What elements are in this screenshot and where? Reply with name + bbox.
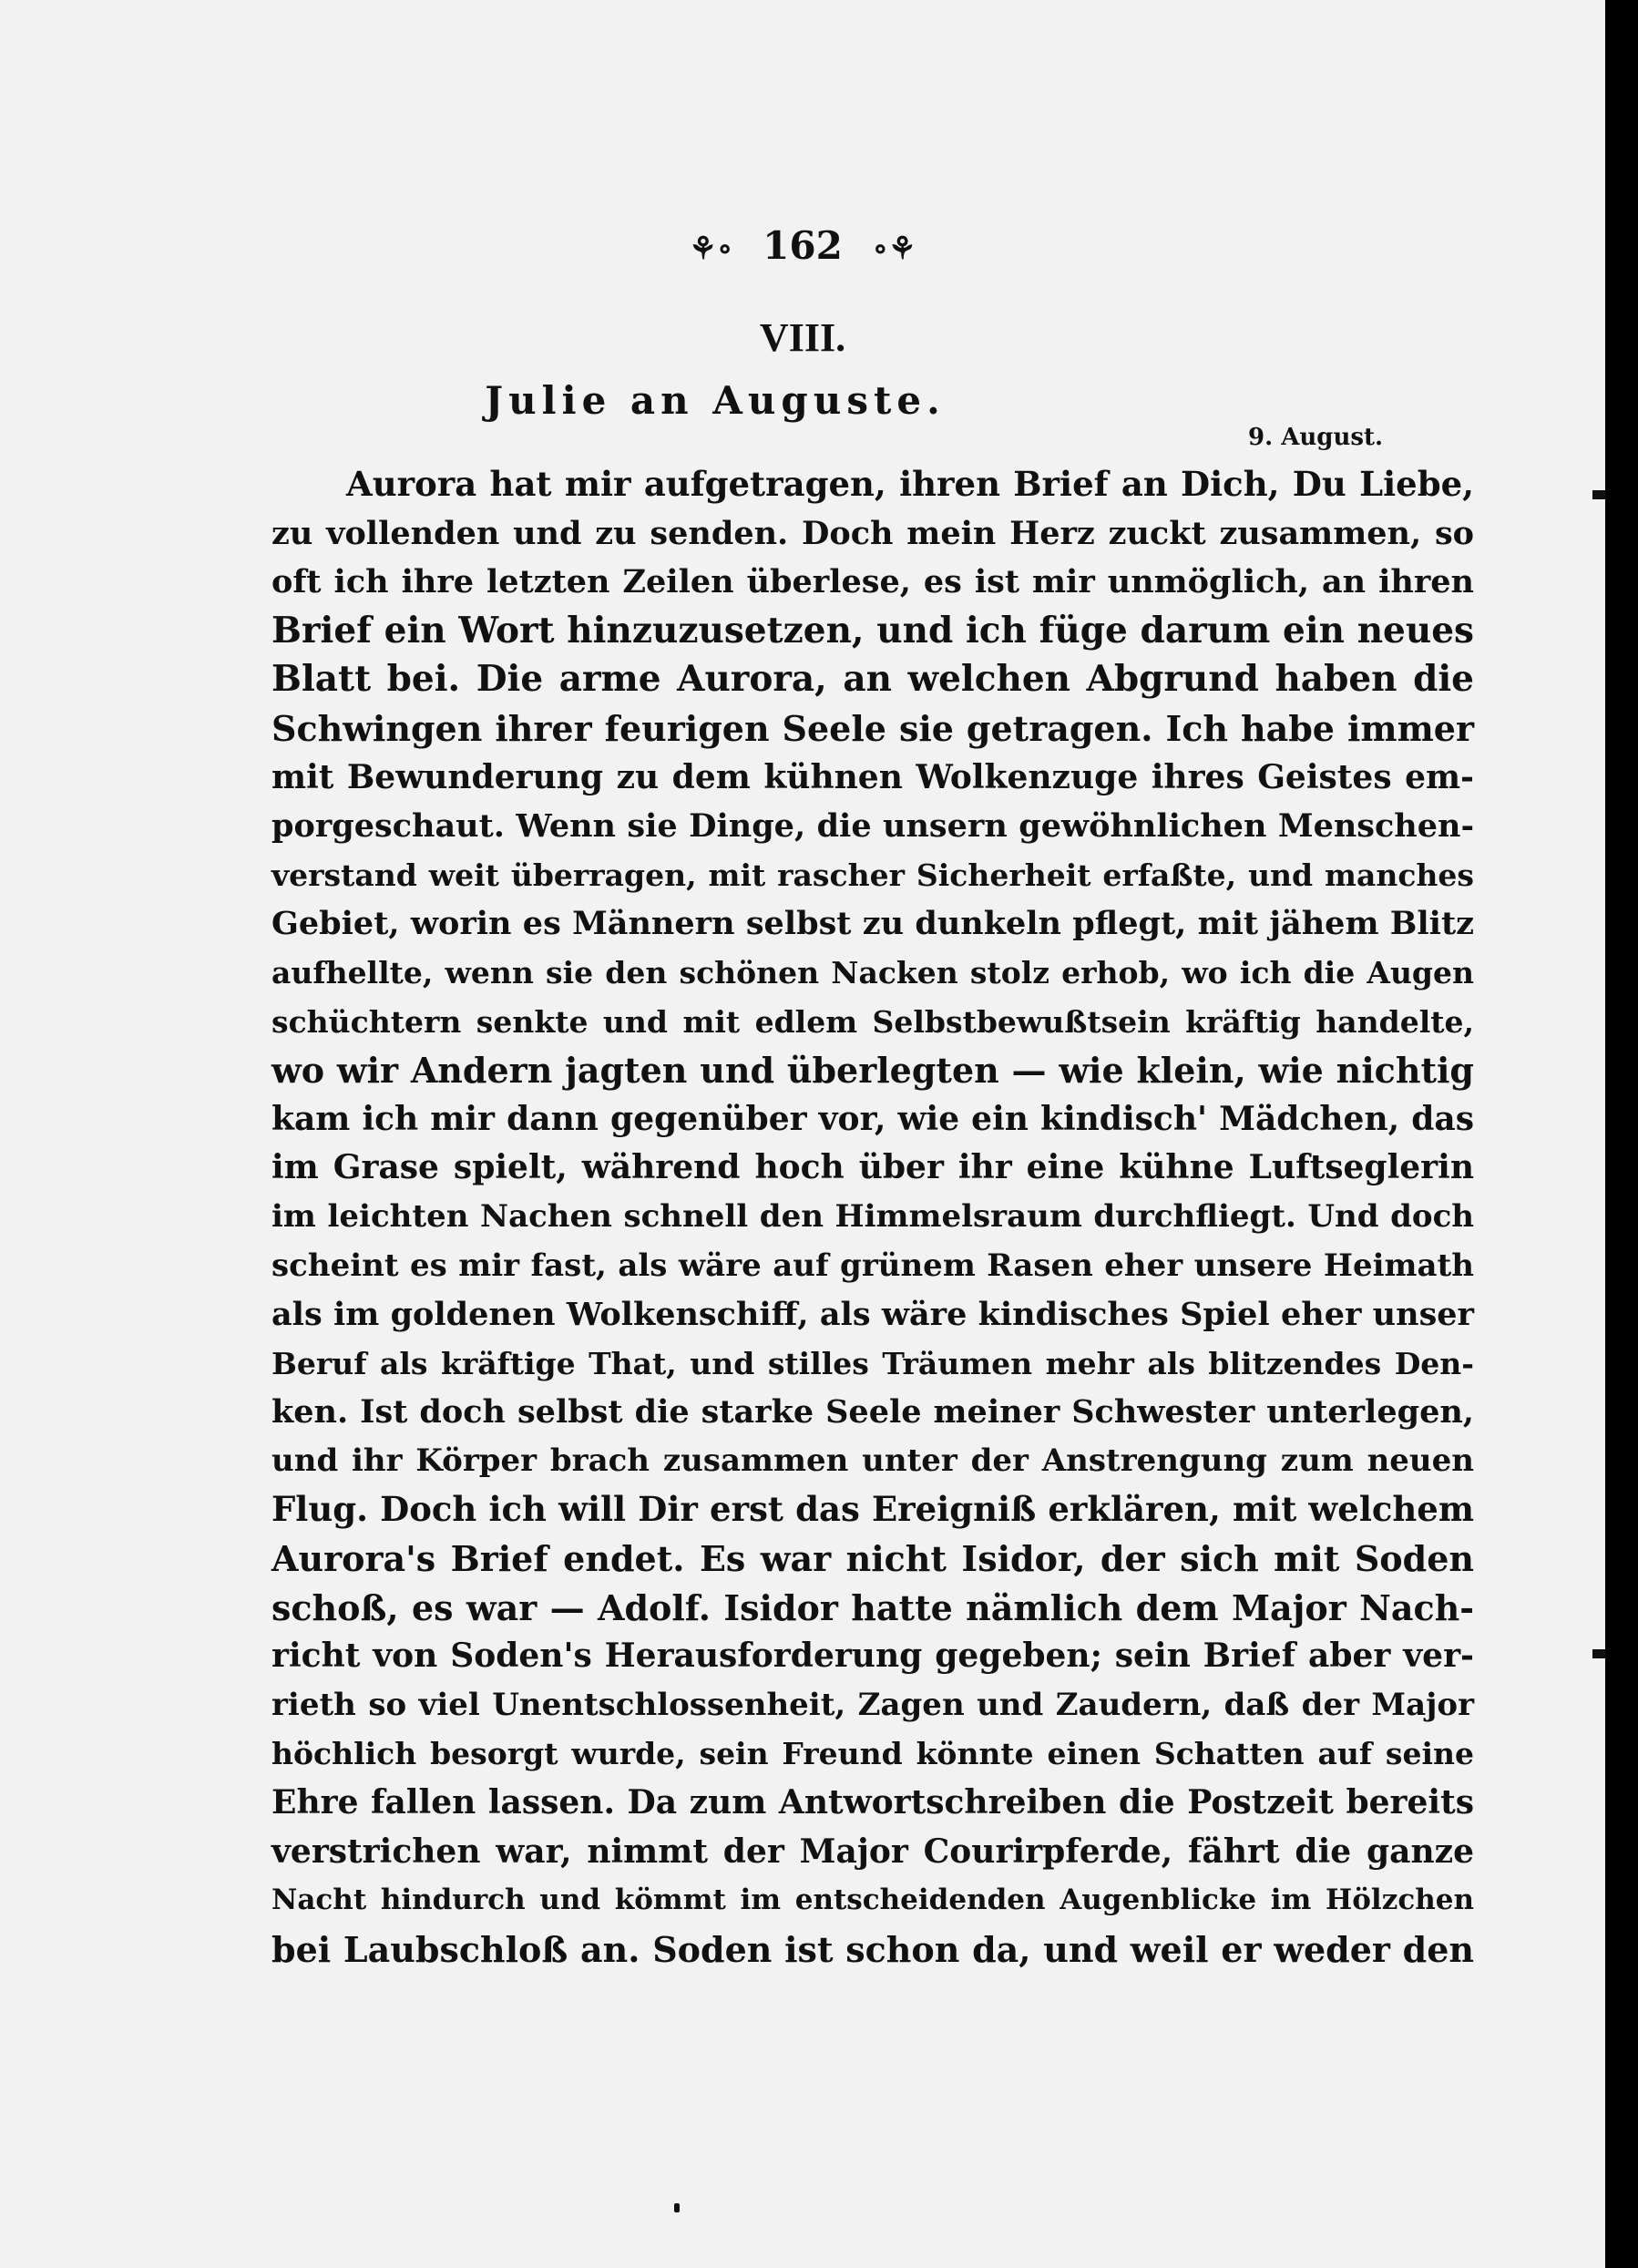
ornament-right-icon: ∘⚘ xyxy=(872,231,916,267)
text-line: Flug. Doch ich will Dir erst das Ereigniß erklären, mit welchem xyxy=(271,1489,1474,1530)
text-line: oft ich ihre letzten Zeilen überlese, es ist mir unmöglich, an ihren xyxy=(271,563,1474,601)
edge-tick-icon xyxy=(1592,490,1605,499)
text-line: Aurora hat mir aufgetragen, ihren Brief an Dich, Du Liebe, xyxy=(346,464,1474,504)
text-line: Beruf als kräftige That, und stilles Träumen mehr als blitzendes Den- xyxy=(271,1345,1474,1381)
text-line: aufhellte, wenn sie den schönen Nacken stolz erhob, wo ich die Augen xyxy=(271,954,1474,990)
text-line: schüchtern senkte und mit edlem Selbstbewußtsein kräftig handelte, xyxy=(271,1003,1474,1040)
text-line: verstand weit überragen, mit rascher Sicherheit erfaßte, und manches xyxy=(271,857,1474,893)
text-line: richt von Soden's Herausforderung gegeben; sein Brief aber ver- xyxy=(271,1637,1474,1676)
text-line: zu vollenden und zu senden. Doch mein Herz zuckt zusammen, so xyxy=(271,514,1474,552)
text-line: bei Laubschloß an. Soden ist schon da, und weil er weder den xyxy=(271,1928,1474,1970)
edge-tick-icon xyxy=(1592,1649,1605,1658)
text-line: schoß, es war — Adolf. Isidor hatte nämlich dem Major Nach- xyxy=(271,1586,1474,1628)
letter-date: 9. August. xyxy=(1248,424,1384,451)
text-line: scheint es mir fast, als wäre auf grünem Rasen eher unsere Heimath xyxy=(271,1247,1474,1284)
text-line: verstrichen war, nimmt der Major Courirpferde, fährt die ganze xyxy=(271,1832,1474,1871)
text-line: mit Bewunderung zu dem kühnen Wolkenzuge ihres Geistes em- xyxy=(271,757,1474,796)
text-line: Ehre fallen lassen. Da zum Antwortschreiben die Postzeit bereits xyxy=(271,1783,1474,1822)
letter-title: Julie an Auguste. xyxy=(485,378,946,423)
text-line: rieth so viel Unentschlossenheit, Zagen und Zaudern, daß der Major xyxy=(271,1686,1474,1723)
footer-dot-icon xyxy=(674,2203,680,2212)
text-line: höchlich besorgt wurde, sein Freund könnte einen Schatten auf seine xyxy=(271,1736,1474,1772)
text-line: porgeschaut. Wenn sie Dinge, die unsern gewöhnlichen Menschen- xyxy=(271,807,1474,846)
text-line: wo wir Andern jagten und überlegten — wie klein, wie nichtig xyxy=(271,1050,1474,1092)
text-line: Brief ein Wort hinzuzusetzen, und ich füge darum ein neues xyxy=(271,609,1474,652)
text-line: Nacht hindurch und kömmt im entscheidenden Augenblicke im Hölzchen xyxy=(271,1883,1474,1917)
text-line: und ihr Körper brach zusammen unter der Anstrengung zum neuen xyxy=(271,1442,1474,1479)
text-line: im Grase spielt, während hoch über ihr eine kühne Luftseglerin xyxy=(271,1148,1474,1187)
text-line: Blatt bei. Die arme Aurora, an welchen Abgrund haben die xyxy=(271,658,1474,701)
chapter-number: VIII. xyxy=(759,315,846,360)
text-line: kam ich mir dann gegenüber vor, wie ein kindisch' Mädchen, das xyxy=(271,1099,1474,1138)
ornament-left-icon: ⚘∘ xyxy=(689,231,733,267)
text-line: ken. Ist doch selbst die starke Seele meiner Schwester unterlegen, xyxy=(271,1393,1474,1432)
page-header xyxy=(0,223,1605,268)
text-line: Schwingen ihrer feurigen Seele sie getragen. Ich habe immer xyxy=(271,707,1474,749)
text-line: Gebiet, worin es Männern selbst zu dunkeln pflegt, mit jähem Blitz xyxy=(271,905,1474,943)
text-line: im leichten Nachen schnell den Himmelsraum durchfliegt. Und doch xyxy=(271,1197,1474,1235)
body-text xyxy=(271,460,1474,1974)
page-number: 162 xyxy=(763,223,843,268)
text-line: als im goldenen Wolkenschiff, als wäre kindisches Spiel eher unser xyxy=(271,1296,1474,1334)
text-line: Aurora's Brief endet. Es war nicht Isidor, der sich mit Soden xyxy=(271,1538,1474,1580)
scan-border xyxy=(1605,0,1638,2268)
